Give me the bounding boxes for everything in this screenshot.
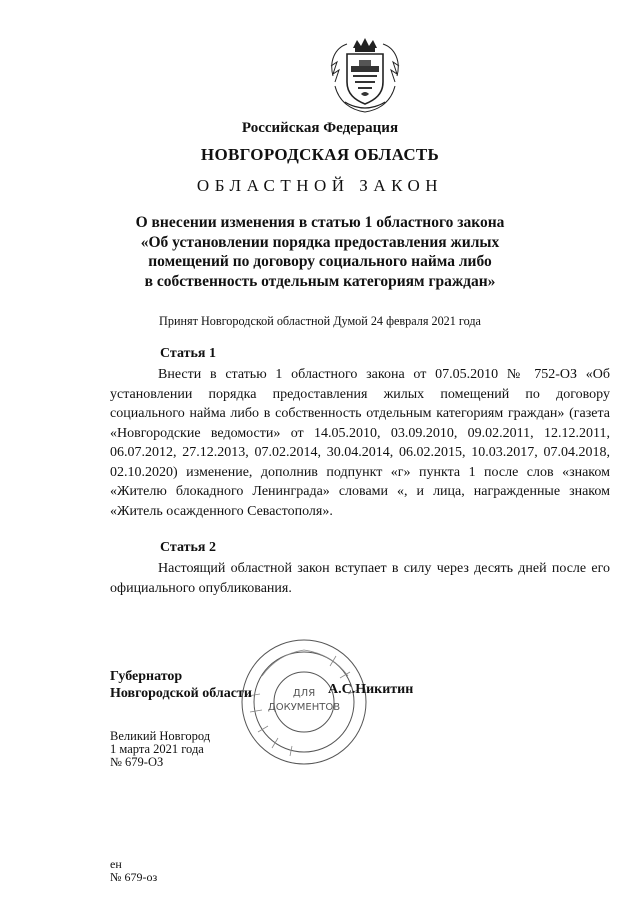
stamp-center-line2: ДОКУМЕНТОВ [267, 702, 341, 713]
document-type: ОБЛАСТНОЙ ЗАКОН [196, 176, 444, 195]
article-1-heading: Статья 1 [160, 346, 216, 361]
title-line: в собственность отдельным категориям граждан» [144, 272, 496, 290]
article-1-text: Внести в статью 1 областного закона от 07.05.2010 № 752-ОЗ «Об установлении порядка предоставления жилых помещений по договору социального найма либо в собственность отдельным категориям граждан» (газета «Новгородские ведомости» от 14.05.2010, 03.09.2010, 09.02.2011, 12.12.2011, 06.07.2012, 27.12.2013, 07.02.2014, 30.04.2014, 06.02.2015, 10.03.2017, 07.04.2018, 02.10.2020) изменение, дополнив подпункт «г» пункта 1 после слов «знаком «Жителю блокадного Ленинграда» словами «, и лица, награжденные знаком «Житель осажденного Севастополя». [110, 367, 610, 519]
footer-reference: № 679-оз [110, 870, 158, 884]
city: Великий Новгород [110, 729, 211, 743]
signatory-name: А.С.Никитин [328, 682, 414, 697]
place-date-block [110, 730, 210, 769]
signing-date: 1 марта 2021 года [110, 742, 204, 756]
law-number: № 679-ОЗ [110, 755, 164, 769]
footer-initials: ен [110, 857, 122, 871]
article-2-heading: Статья 2 [160, 540, 216, 555]
coat-of-arms-emblem [325, 36, 405, 116]
law-title [0, 213, 640, 291]
title-line: помещений по договору социального найма либо [148, 253, 492, 270]
title-line: О внесении изменения в статью 1 областного закона [135, 214, 505, 231]
adoption-note: Принят Новгородской областной Думой 24 февраля 2021 года [159, 314, 481, 328]
position-line: Губернатор [110, 669, 183, 684]
country-name: Российская Федерация [241, 120, 399, 136]
footer-block [110, 858, 157, 884]
region-name: НОВГОРОДСКАЯ ОБЛАСТЬ [200, 145, 440, 164]
official-stamp [238, 636, 370, 768]
article-2-text: Настоящий областной закон вступает в силу через десять дней после его официального опубликования. [110, 561, 610, 596]
signatory-position [110, 668, 252, 702]
title-line: «Об установлении порядка предоставления жилых [140, 233, 500, 251]
position-line: Новгородской области [110, 686, 252, 701]
stamp-center-line1: ДЛЯ [292, 688, 316, 699]
